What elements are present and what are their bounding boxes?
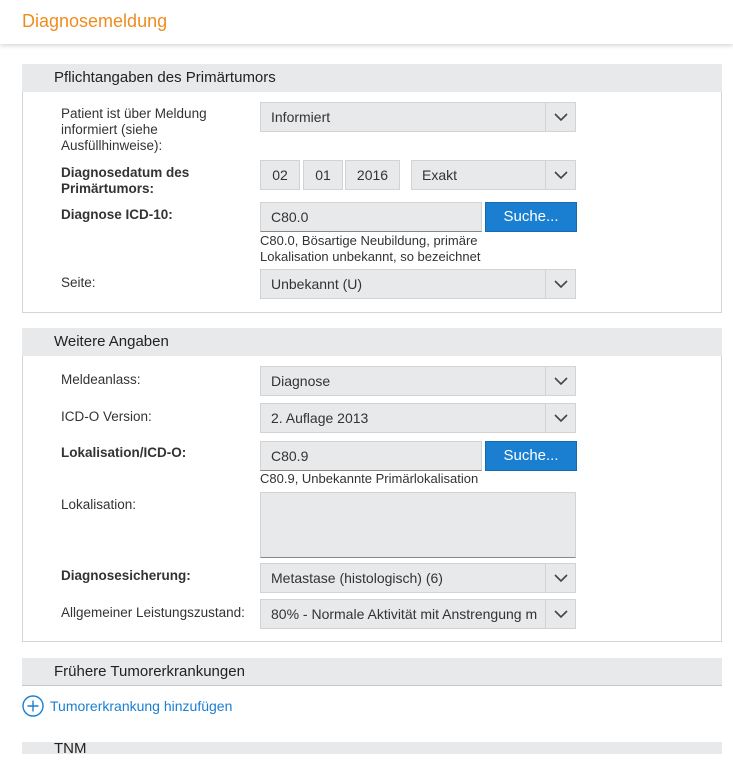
add-tumorerkrankung-link[interactable] bbox=[22, 694, 232, 718]
select-value: Informiert bbox=[271, 109, 331, 125]
section-header: TNM bbox=[22, 742, 722, 754]
plus-circle-icon bbox=[22, 695, 44, 717]
select-value: Diagnose bbox=[271, 373, 331, 389]
chevron-down-icon bbox=[545, 404, 575, 432]
leistungszustand-label: Allgemeiner Leistungszustand: bbox=[61, 605, 245, 620]
patient-informed-label: Patient ist über Meldung informiert (siehe Ausfüllhinweise): bbox=[61, 106, 207, 153]
date-year-input[interactable]: 2016 bbox=[345, 160, 400, 190]
add-tumorerkrankung-label: Tumorerkrankung hinzufügen bbox=[50, 698, 233, 714]
lokalisation-textarea[interactable] bbox=[260, 492, 576, 558]
page-title: Diagnosemeldung bbox=[22, 11, 168, 31]
icdo-version-label: ICD-O Version: bbox=[61, 409, 152, 424]
chevron-down-icon bbox=[545, 367, 575, 395]
select-value: 2. Auflage 2013 bbox=[271, 410, 369, 426]
select-value: 80% - Normale Aktivität mit Anstrengung m bbox=[271, 606, 538, 622]
top-bar bbox=[0, 0, 733, 44]
lokalisation-label: Lokalisation: bbox=[61, 497, 137, 512]
icd10-label: Diagnose ICD-10: bbox=[61, 207, 173, 222]
meldeanlass-label: Meldeanlass: bbox=[61, 372, 141, 387]
section-fruehere-tumorerkrankungen bbox=[22, 658, 722, 686]
chevron-down-icon bbox=[545, 103, 575, 131]
section-body bbox=[22, 356, 722, 642]
section-pflichtangaben bbox=[22, 64, 722, 313]
seite-select[interactable] bbox=[260, 269, 576, 299]
seite-label: Seite: bbox=[61, 275, 96, 290]
lokalisation-icdo-label: Lokalisation/ICD-O: bbox=[61, 445, 187, 460]
icd10-search-button[interactable]: Suche... bbox=[485, 202, 577, 232]
diagnosesicherung-select[interactable] bbox=[260, 563, 576, 593]
diagnosesicherung-label: Diagnosesicherung: bbox=[61, 568, 191, 583]
patient-informed-select[interactable] bbox=[260, 102, 576, 132]
chevron-down-icon bbox=[545, 161, 575, 189]
section-weitere-angaben bbox=[22, 328, 722, 642]
lokalisation-icdo-hint: C80.9, Unbekannte Primärlokalisation bbox=[260, 471, 479, 486]
select-value: Unbekannt (U) bbox=[271, 276, 363, 292]
icd10-input[interactable]: C80.0 bbox=[260, 202, 482, 232]
section-tnm bbox=[22, 742, 722, 754]
diagnosedatum-label: Diagnosedatum des Primärtumors: bbox=[61, 165, 190, 196]
select-value: Exakt bbox=[422, 167, 458, 183]
chevron-down-icon bbox=[545, 564, 575, 592]
date-precision-select[interactable] bbox=[411, 160, 576, 190]
leistungszustand-select[interactable] bbox=[260, 599, 576, 629]
lokalisation-icdo-input[interactable]: C80.9 bbox=[260, 441, 482, 471]
select-value: Metastase (histologisch) (6) bbox=[271, 570, 443, 586]
section-header: Weitere Angaben bbox=[22, 328, 722, 356]
icd10-hint: C80.0, Bösartige Neubildung, primäre Lokalisation unbekannt, so bezeichnet bbox=[260, 233, 481, 264]
date-day-input[interactable]: 02 bbox=[260, 160, 300, 190]
section-header: Frühere Tumorerkrankungen bbox=[22, 658, 722, 686]
date-month-input[interactable]: 01 bbox=[303, 160, 343, 190]
lokalisation-icdo-search-button[interactable]: Suche... bbox=[485, 441, 577, 471]
meldeanlass-select[interactable] bbox=[260, 366, 576, 396]
chevron-down-icon bbox=[545, 270, 575, 298]
icdo-version-select[interactable] bbox=[260, 403, 576, 433]
section-header: Pflichtangaben des Primärtumors bbox=[22, 64, 722, 92]
section-body bbox=[22, 92, 722, 313]
chevron-down-icon bbox=[545, 600, 575, 628]
